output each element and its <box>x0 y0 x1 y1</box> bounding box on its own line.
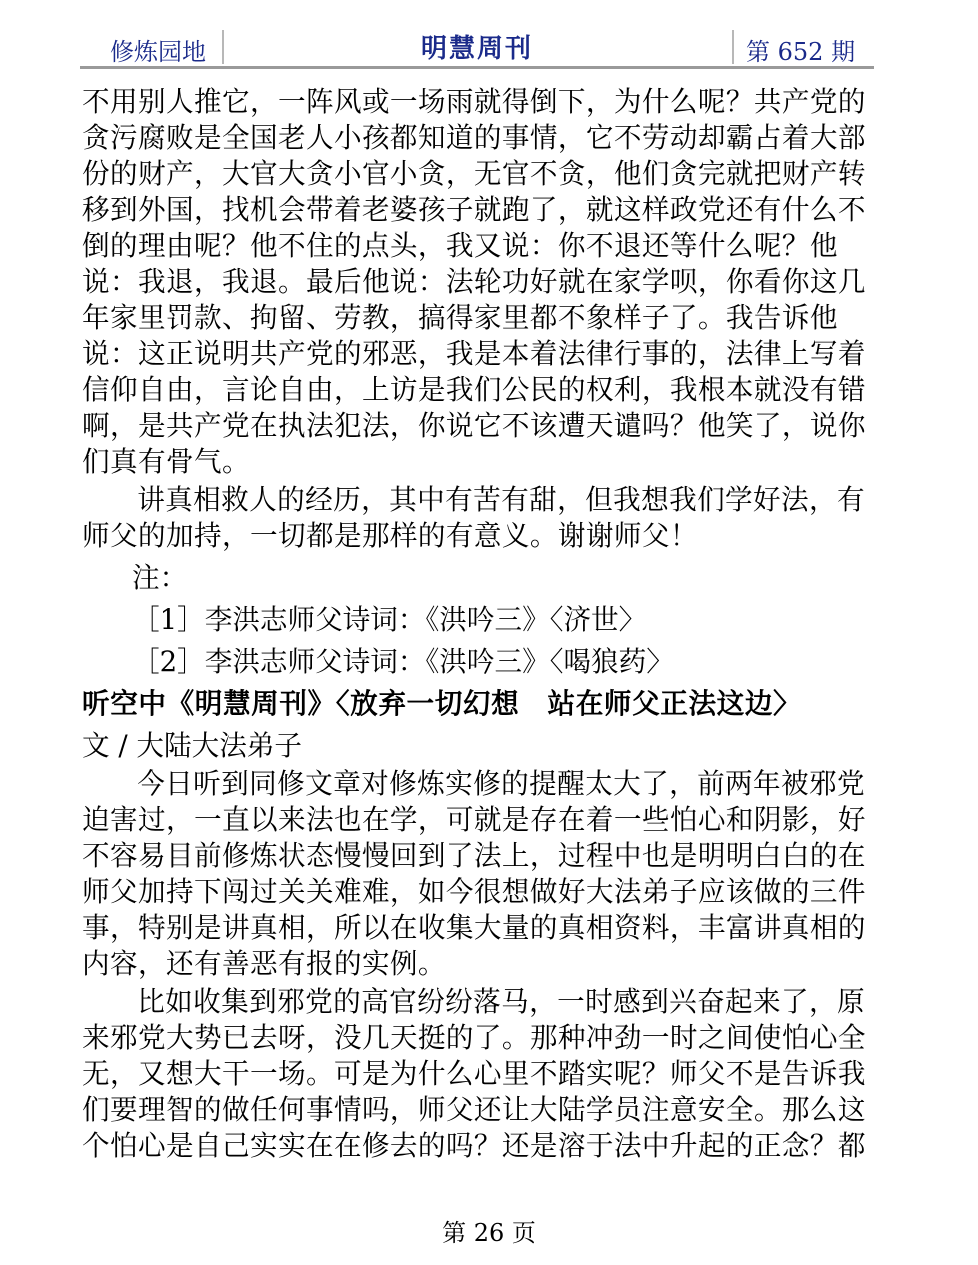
paragraph: 今日听到同修文章对修炼实修的提醒太大了，前两年被邪党迫害过，一直以来法也在学，可就是存在着一些怕心和阴影，好不容易目前修炼状态慢慢回到了法上，过程中也是明明白白的在师父加持下闯过关关难难，如今很想做好大法弟子应该做的三件事，特别是讲真相，所以在收集大量的真相资料，丰富讲真相的内容，还有善恶有报的实例。 <box>82 767 866 980</box>
issue-number: 第 652 期 <box>746 38 856 66</box>
footnote: ［2］李洪志师父诗词：《洪吟三》〈喝狼药〉 <box>132 645 674 678</box>
page-header <box>80 26 874 66</box>
article-byline: 文 / 大陆大法弟子 <box>82 729 302 762</box>
article-title: 听空中《明慧周刊》〈放弃一切幻想 站在师父正法这边〉 <box>82 687 802 720</box>
page-number: 第 26 页 <box>442 1219 536 1247</box>
paragraph: 比如收集到邪党的高官纷纷落马，一时感到兴奋起来了，原来邪党大势已去呀，没几天挺的了。那种冲劲一时之间使怕心全无，又想大干一场。可是为什么心里不踏实呢？师父不是告诉我们要理智的做任何事情吗，师父还让大陆学员注意安全。那么这个怕心是自己实实在在修去的吗？还是溶于法中升起的正念？都 <box>82 985 866 1162</box>
publication-title: 明慧周刊 <box>420 34 533 64</box>
paragraph: 讲真相救人的经历，其中有苦有甜，但我想我们学好法，有师父的加持，一切都是那样的有意义。谢谢师父！ <box>82 483 866 552</box>
footnote: ［1］李洪志师父诗词：《洪吟三》〈济世〉 <box>132 603 647 636</box>
header-divider <box>732 30 734 64</box>
paragraph: 不用别人推它，一阵风或一场雨就得倒下，为什么呢？共产党的贪污腐败是全国老人小孩都知道的事情，它不劳动却霸占着大部份的财产，大官大贪小官小贪，无官不贪，他们贪完就把财产转移到外国，找机会带着老婆孩子就跑了，就这样政党还有什么不倒的理由呢？他不住的点头，我又说：你不退还等什么呢？他说：我退，我退。最后他说：法轮功好就在家学呗，你看你这几年家里罚款、拘留、劳教，搞得家里都不象样子了。我告诉他说：这正说明共产党的邪恶，我是本着法律行事的，法律上写着信仰自由，言论自由，上访是我们公民的权利，我根本就没有错啊，是共产党在执法犯法，你说它不该遭天谴吗？他笑了，说你们真有骨气。 <box>82 85 866 478</box>
page-body <box>82 84 872 1164</box>
header-rule <box>80 66 874 69</box>
notes-label: 注： <box>132 561 188 594</box>
section-label: 修炼园地 <box>110 38 206 66</box>
